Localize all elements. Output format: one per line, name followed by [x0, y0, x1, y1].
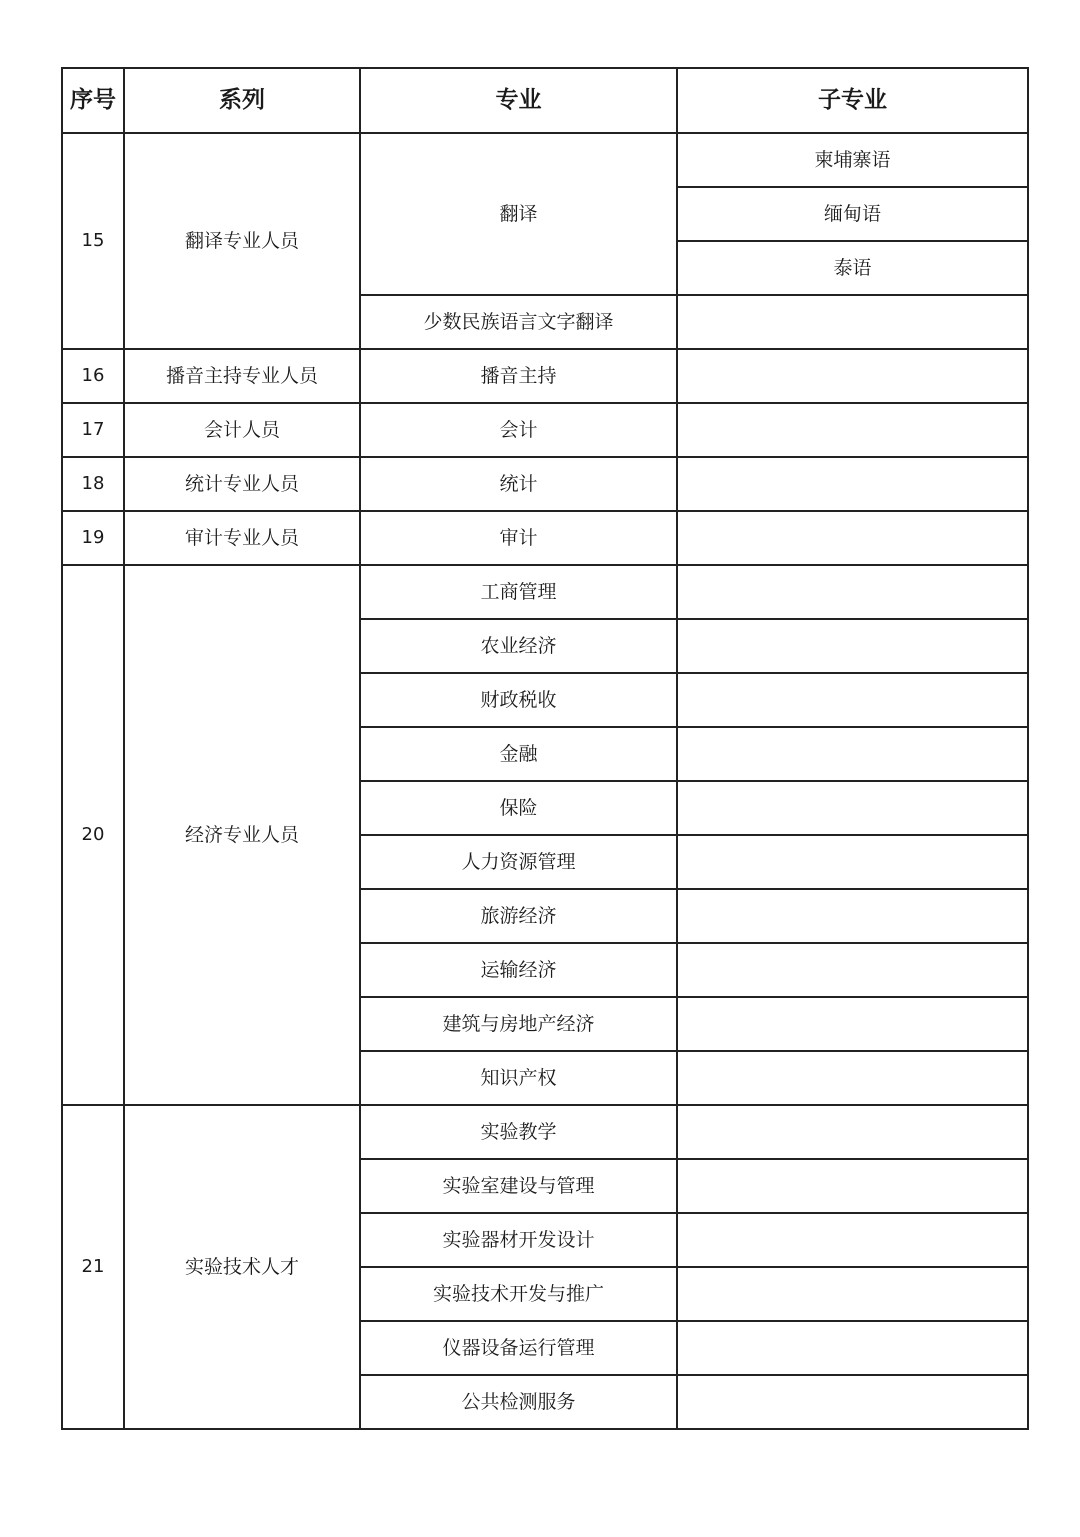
sub-major-cell: [677, 835, 1028, 889]
table-row: [62, 403, 1028, 457]
major-cell: 少数民族语言文字翻译: [360, 295, 677, 349]
seq-cell: 18: [62, 457, 124, 511]
header-series: 系列: [124, 68, 360, 133]
major-cell: 公共检测服务: [360, 1375, 677, 1429]
sub-major-cell: 缅甸语: [677, 187, 1028, 241]
table-row: [62, 457, 1028, 511]
seq-cell: 20: [62, 565, 124, 1105]
sub-major-cell: [677, 727, 1028, 781]
sub-major-cell: [677, 673, 1028, 727]
major-cell: 审计: [360, 511, 677, 565]
table-row: [62, 349, 1028, 403]
major-cell: 财政税收: [360, 673, 677, 727]
sub-major-cell: [677, 1375, 1028, 1429]
header-sub-major: 子专业: [677, 68, 1028, 133]
sub-major-cell: [677, 565, 1028, 619]
header-row: [62, 68, 1028, 133]
sub-major-cell: [677, 619, 1028, 673]
sub-major-cell: [677, 1105, 1028, 1159]
major-cell: 人力资源管理: [360, 835, 677, 889]
table-body: [62, 133, 1028, 1429]
sub-major-cell: 泰语: [677, 241, 1028, 295]
sub-major-cell: [677, 997, 1028, 1051]
major-cell: 保险: [360, 781, 677, 835]
seq-cell: 19: [62, 511, 124, 565]
sub-major-cell: [677, 295, 1028, 349]
table-row: [62, 565, 1028, 619]
sub-major-cell: [677, 1267, 1028, 1321]
major-cell: 工商管理: [360, 565, 677, 619]
major-cell: 金融: [360, 727, 677, 781]
major-cell: 实验室建设与管理: [360, 1159, 677, 1213]
sub-major-cell: [677, 781, 1028, 835]
major-cell: 统计: [360, 457, 677, 511]
sub-major-cell: [677, 511, 1028, 565]
series-cell: 统计专业人员: [124, 457, 360, 511]
major-cell: 运输经济: [360, 943, 677, 997]
seq-cell: 15: [62, 133, 124, 349]
seq-cell: 17: [62, 403, 124, 457]
major-cell: 实验教学: [360, 1105, 677, 1159]
major-cell: 仪器设备运行管理: [360, 1321, 677, 1375]
seq-cell: 21: [62, 1105, 124, 1429]
major-cell: 农业经济: [360, 619, 677, 673]
series-cell: 会计人员: [124, 403, 360, 457]
sub-major-cell: 柬埔寨语: [677, 133, 1028, 187]
sub-major-cell: [677, 1321, 1028, 1375]
series-cell: 播音主持专业人员: [124, 349, 360, 403]
seq-cell: 16: [62, 349, 124, 403]
sub-major-cell: [677, 349, 1028, 403]
major-cell: 实验技术开发与推广: [360, 1267, 677, 1321]
header-seq: 序号: [62, 68, 124, 133]
series-cell: 审计专业人员: [124, 511, 360, 565]
sub-major-cell: [677, 889, 1028, 943]
major-cell: 会计: [360, 403, 677, 457]
series-cell: 实验技术人才: [124, 1105, 360, 1429]
sub-major-cell: [677, 403, 1028, 457]
table-row: [62, 133, 1028, 187]
major-cell: 建筑与房地产经济: [360, 997, 677, 1051]
table-row: [62, 1105, 1028, 1159]
sub-major-cell: [677, 1051, 1028, 1105]
major-cell: 知识产权: [360, 1051, 677, 1105]
header-major: 专业: [360, 68, 677, 133]
major-cell: 旅游经济: [360, 889, 677, 943]
sub-major-cell: [677, 457, 1028, 511]
specialty-table: [61, 67, 1029, 1430]
series-cell: 经济专业人员: [124, 565, 360, 1105]
sub-major-cell: [677, 943, 1028, 997]
sub-major-cell: [677, 1213, 1028, 1267]
table-row: [62, 511, 1028, 565]
major-cell: 实验器材开发设计: [360, 1213, 677, 1267]
sub-major-cell: [677, 1159, 1028, 1213]
major-cell: 播音主持: [360, 349, 677, 403]
series-cell: 翻译专业人员: [124, 133, 360, 349]
major-cell: 翻译: [360, 133, 677, 295]
